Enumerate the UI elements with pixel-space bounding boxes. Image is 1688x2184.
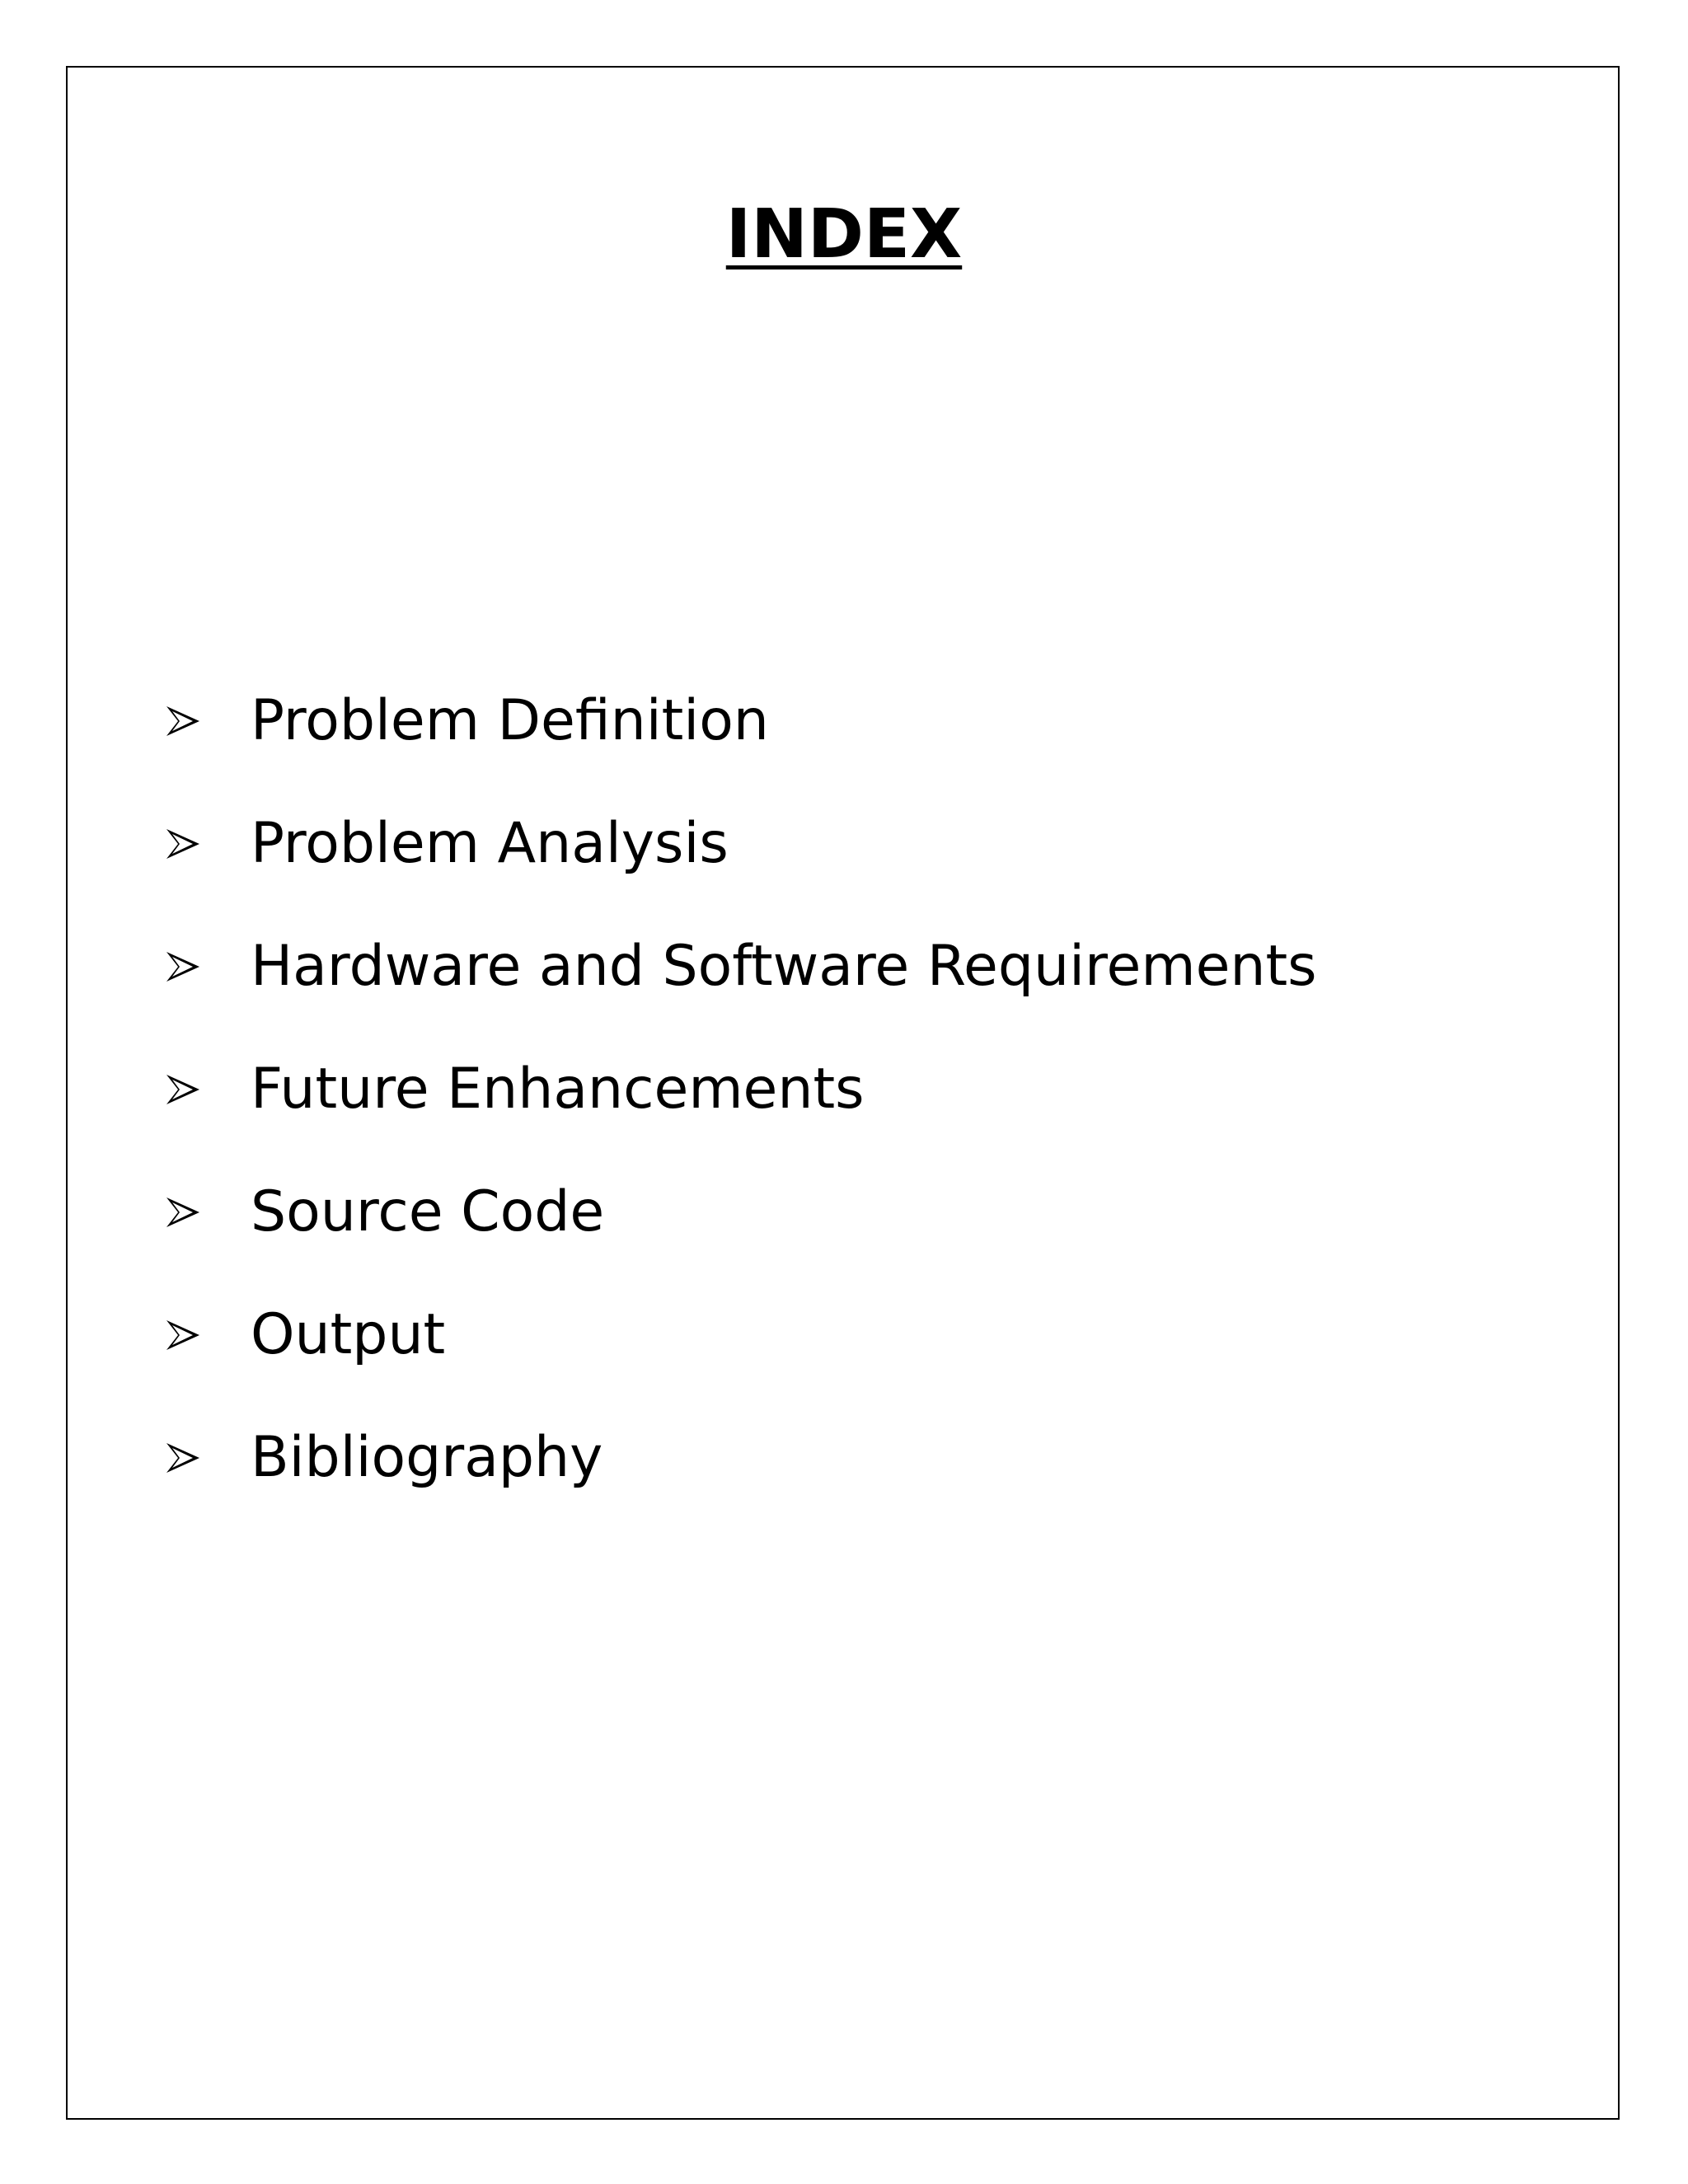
arrowhead-bullet-icon	[165, 950, 251, 983]
index-item-hardware-software-requirements	[165, 905, 1317, 1028]
arrowhead-bullet-icon	[165, 1196, 251, 1229]
index-item-bibliography	[165, 1396, 1317, 1519]
index-item-label: Hardware and Software Requirements	[251, 933, 1317, 999]
page-title	[0, 194, 1688, 276]
index-item-problem-definition	[165, 659, 1317, 782]
index-item-label: Bibliography	[251, 1424, 603, 1490]
index-item-label: Future Enhancements	[251, 1056, 865, 1122]
arrowhead-bullet-icon	[165, 827, 251, 860]
index-item-output	[165, 1273, 1317, 1396]
arrowhead-bullet-icon	[165, 1441, 251, 1474]
arrowhead-bullet-icon	[165, 1319, 251, 1352]
index-list	[165, 659, 1317, 1519]
index-item-label: Output	[251, 1301, 446, 1367]
index-item-label: Problem Definition	[251, 687, 769, 753]
index-item-future-enhancements	[165, 1028, 1317, 1151]
index-item-label: Problem Analysis	[251, 810, 729, 876]
arrowhead-bullet-icon	[165, 705, 251, 738]
index-item-label: Source Code	[251, 1179, 605, 1244]
page-title-text: INDEX	[725, 195, 963, 274]
index-item-problem-analysis	[165, 782, 1317, 905]
arrowhead-bullet-icon	[165, 1073, 251, 1106]
index-item-source-code	[165, 1151, 1317, 1273]
